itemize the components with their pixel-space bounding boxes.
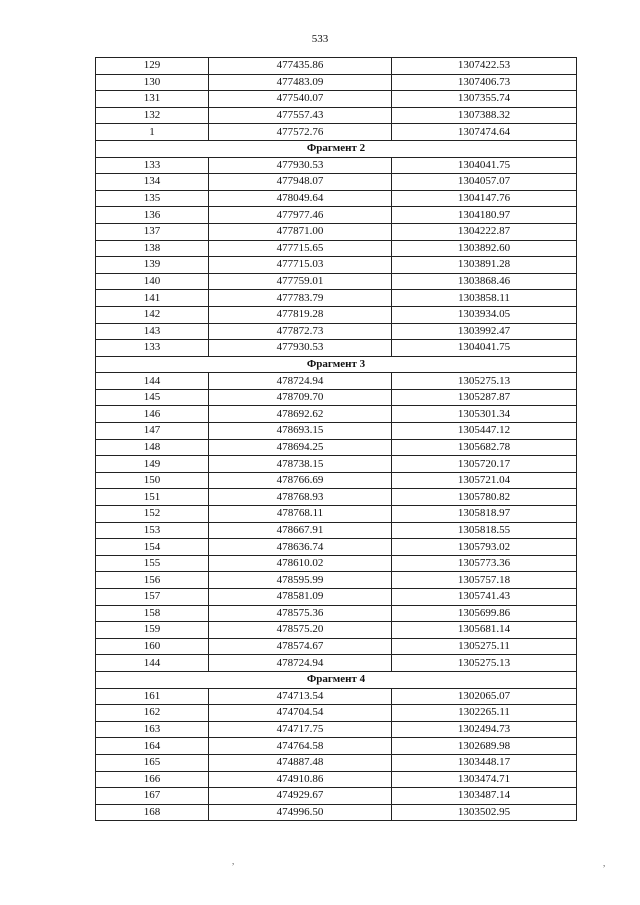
- table-row: [96, 638, 577, 655]
- table-row: [96, 257, 577, 274]
- x-cell: 474717.75: [209, 721, 392, 738]
- y-cell: 1305780.82: [392, 489, 577, 506]
- table-row: [96, 539, 577, 556]
- y-cell: 1304222.87: [392, 223, 577, 240]
- table-row: [96, 622, 577, 639]
- y-cell: 1305447.12: [392, 423, 577, 440]
- table-row: [96, 754, 577, 771]
- y-cell: 1302065.07: [392, 688, 577, 705]
- point-cell: 147: [96, 423, 209, 440]
- point-cell: 148: [96, 439, 209, 456]
- y-cell: 1305275.11: [392, 638, 577, 655]
- table-row: [96, 589, 577, 606]
- point-cell: 145: [96, 389, 209, 406]
- y-cell: 1305773.36: [392, 555, 577, 572]
- y-cell: 1302265.11: [392, 705, 577, 722]
- point-cell: 139: [96, 257, 209, 274]
- x-cell: 474887.48: [209, 754, 392, 771]
- x-cell: 474764.58: [209, 738, 392, 755]
- x-cell: 477819.28: [209, 306, 392, 323]
- x-cell: 474929.67: [209, 788, 392, 805]
- point-cell: 133: [96, 340, 209, 357]
- y-cell: 1305699.86: [392, 605, 577, 622]
- x-cell: 474910.86: [209, 771, 392, 788]
- table-row: [96, 788, 577, 805]
- table-row: [96, 605, 577, 622]
- x-cell: 478636.74: [209, 539, 392, 556]
- x-cell: 478574.67: [209, 638, 392, 655]
- y-cell: 1307355.74: [392, 91, 577, 108]
- point-cell: 165: [96, 754, 209, 771]
- y-cell: 1303868.46: [392, 273, 577, 290]
- y-cell: 1304147.76: [392, 190, 577, 207]
- x-cell: 478575.36: [209, 605, 392, 622]
- fragment-title: Фрагмент 4: [96, 671, 577, 688]
- fragment-header-row: [96, 356, 577, 373]
- table-row: [96, 157, 577, 174]
- point-cell: 153: [96, 522, 209, 539]
- x-cell: 478693.15: [209, 423, 392, 440]
- y-cell: 1305721.04: [392, 472, 577, 489]
- point-cell: 152: [96, 506, 209, 523]
- y-cell: 1305818.55: [392, 522, 577, 539]
- table-row: [96, 439, 577, 456]
- x-cell: 477715.65: [209, 240, 392, 257]
- point-cell: 167: [96, 788, 209, 805]
- table-row: [96, 373, 577, 390]
- fragment-title: Фрагмент 2: [96, 140, 577, 157]
- y-cell: 1304041.75: [392, 157, 577, 174]
- y-cell: 1305301.34: [392, 406, 577, 423]
- point-cell: 140: [96, 273, 209, 290]
- point-cell: 154: [96, 539, 209, 556]
- x-cell: 478581.09: [209, 589, 392, 606]
- table-row: [96, 555, 577, 572]
- x-cell: 478709.70: [209, 389, 392, 406]
- point-cell: 144: [96, 655, 209, 672]
- table-row: [96, 406, 577, 423]
- point-cell: 157: [96, 589, 209, 606]
- table-row: [96, 306, 577, 323]
- table-row: [96, 389, 577, 406]
- x-cell: 478766.69: [209, 472, 392, 489]
- point-cell: 131: [96, 91, 209, 108]
- y-cell: 1307422.53: [392, 58, 577, 75]
- x-cell: 477930.53: [209, 340, 392, 357]
- point-cell: 166: [96, 771, 209, 788]
- y-cell: 1304041.75: [392, 340, 577, 357]
- y-cell: 1303502.95: [392, 804, 577, 821]
- table-row: [96, 721, 577, 738]
- table-row: [96, 472, 577, 489]
- x-cell: 478724.94: [209, 655, 392, 672]
- x-cell: 474713.54: [209, 688, 392, 705]
- table-row: [96, 58, 577, 75]
- point-cell: 159: [96, 622, 209, 639]
- y-cell: 1305757.18: [392, 572, 577, 589]
- y-cell: 1303892.60: [392, 240, 577, 257]
- point-cell: 129: [96, 58, 209, 75]
- y-cell: 1304057.07: [392, 174, 577, 191]
- point-cell: 135: [96, 190, 209, 207]
- table-row: [96, 273, 577, 290]
- point-cell: 158: [96, 605, 209, 622]
- table-row: [96, 124, 577, 141]
- y-cell: 1305720.17: [392, 456, 577, 473]
- y-cell: 1305818.97: [392, 506, 577, 523]
- y-cell: 1307406.73: [392, 74, 577, 91]
- y-cell: 1303448.17: [392, 754, 577, 771]
- point-cell: 137: [96, 223, 209, 240]
- table-row: [96, 705, 577, 722]
- table-row: [96, 91, 577, 108]
- x-cell: 478575.20: [209, 622, 392, 639]
- x-cell: 478724.94: [209, 373, 392, 390]
- point-cell: 161: [96, 688, 209, 705]
- point-cell: 138: [96, 240, 209, 257]
- x-cell: 477759.01: [209, 273, 392, 290]
- x-cell: 477948.07: [209, 174, 392, 191]
- point-cell: 162: [96, 705, 209, 722]
- x-cell: 477540.07: [209, 91, 392, 108]
- table-row: [96, 290, 577, 307]
- coordinates-table: [95, 57, 577, 821]
- x-cell: 478768.11: [209, 506, 392, 523]
- scan-mark: ,: [232, 856, 235, 866]
- table-row: [96, 688, 577, 705]
- x-cell: 477435.86: [209, 58, 392, 75]
- table-row: [96, 489, 577, 506]
- x-cell: 474704.54: [209, 705, 392, 722]
- table-row: [96, 207, 577, 224]
- point-cell: 156: [96, 572, 209, 589]
- y-cell: 1305741.43: [392, 589, 577, 606]
- point-cell: 142: [96, 306, 209, 323]
- scan-mark: ,: [603, 858, 606, 868]
- y-cell: 1305275.13: [392, 655, 577, 672]
- page-number: 533: [311, 33, 329, 45]
- table-row: [96, 456, 577, 473]
- x-cell: 478049.64: [209, 190, 392, 207]
- table-row: [96, 223, 577, 240]
- x-cell: 477557.43: [209, 107, 392, 124]
- point-cell: 136: [96, 207, 209, 224]
- y-cell: 1307474.64: [392, 124, 577, 141]
- point-cell: 143: [96, 323, 209, 340]
- y-cell: 1303487.14: [392, 788, 577, 805]
- y-cell: 1303934.05: [392, 306, 577, 323]
- x-cell: 478768.93: [209, 489, 392, 506]
- point-cell: 130: [96, 74, 209, 91]
- y-cell: 1302494.73: [392, 721, 577, 738]
- y-cell: 1303474.71: [392, 771, 577, 788]
- x-cell: 478610.02: [209, 555, 392, 572]
- fragment-header-row: [96, 671, 577, 688]
- y-cell: 1303992.47: [392, 323, 577, 340]
- x-cell: 474996.50: [209, 804, 392, 821]
- table-row: [96, 74, 577, 91]
- fragment-header-row: [96, 140, 577, 157]
- table-row: [96, 804, 577, 821]
- x-cell: 478692.62: [209, 406, 392, 423]
- point-cell: 1: [96, 124, 209, 141]
- point-cell: 150: [96, 472, 209, 489]
- table-row: [96, 738, 577, 755]
- table-row: [96, 572, 577, 589]
- table-row: [96, 655, 577, 672]
- x-cell: 477783.79: [209, 290, 392, 307]
- x-cell: 478738.15: [209, 456, 392, 473]
- y-cell: 1303858.11: [392, 290, 577, 307]
- x-cell: 478667.91: [209, 522, 392, 539]
- y-cell: 1304180.97: [392, 207, 577, 224]
- x-cell: 477871.00: [209, 223, 392, 240]
- point-cell: 141: [96, 290, 209, 307]
- x-cell: 477483.09: [209, 74, 392, 91]
- point-cell: 146: [96, 406, 209, 423]
- point-cell: 132: [96, 107, 209, 124]
- y-cell: 1305793.02: [392, 539, 577, 556]
- point-cell: 151: [96, 489, 209, 506]
- y-cell: 1305275.13: [392, 373, 577, 390]
- x-cell: 477930.53: [209, 157, 392, 174]
- point-cell: 163: [96, 721, 209, 738]
- coordinates-table-body: [96, 58, 577, 821]
- point-cell: 144: [96, 373, 209, 390]
- x-cell: 477872.73: [209, 323, 392, 340]
- x-cell: 477977.46: [209, 207, 392, 224]
- point-cell: 133: [96, 157, 209, 174]
- y-cell: 1305681.14: [392, 622, 577, 639]
- table-row: [96, 340, 577, 357]
- table-row: [96, 423, 577, 440]
- y-cell: 1303891.28: [392, 257, 577, 274]
- point-cell: 160: [96, 638, 209, 655]
- y-cell: 1305682.78: [392, 439, 577, 456]
- point-cell: 155: [96, 555, 209, 572]
- table-row: [96, 522, 577, 539]
- table-row: [96, 174, 577, 191]
- x-cell: 478595.99: [209, 572, 392, 589]
- point-cell: 164: [96, 738, 209, 755]
- table-row: [96, 240, 577, 257]
- fragment-title: Фрагмент 3: [96, 356, 577, 373]
- point-cell: 134: [96, 174, 209, 191]
- table-row: [96, 323, 577, 340]
- x-cell: 477715.03: [209, 257, 392, 274]
- table-row: [96, 190, 577, 207]
- table-row: [96, 771, 577, 788]
- x-cell: 478694.25: [209, 439, 392, 456]
- y-cell: 1305287.87: [392, 389, 577, 406]
- y-cell: 1307388.32: [392, 107, 577, 124]
- table-row: [96, 506, 577, 523]
- point-cell: 149: [96, 456, 209, 473]
- x-cell: 477572.76: [209, 124, 392, 141]
- y-cell: 1302689.98: [392, 738, 577, 755]
- table-row: [96, 107, 577, 124]
- point-cell: 168: [96, 804, 209, 821]
